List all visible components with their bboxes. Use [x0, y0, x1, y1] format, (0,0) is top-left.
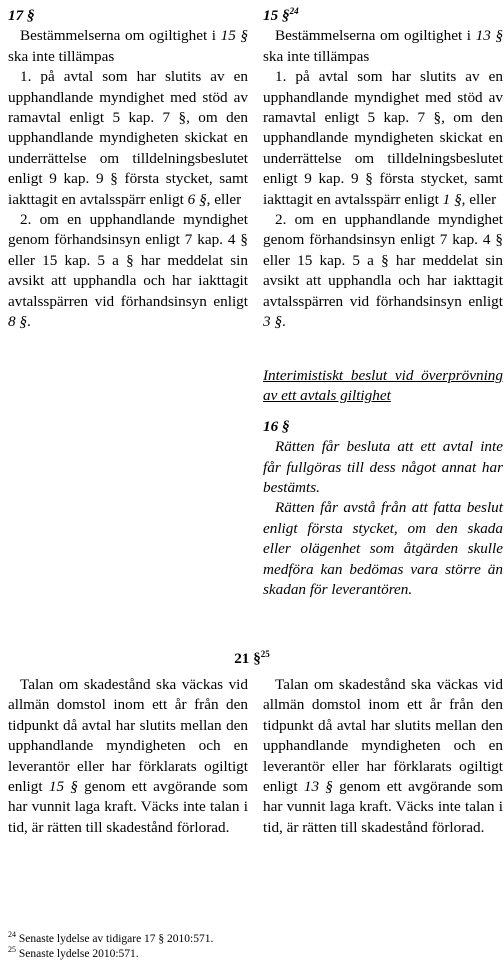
section-heading: 15 §$^{24}$: [263, 5, 299, 24]
paragraph: Talan om skadestånd ska väckas vid allmän domstol inom ett år från den tidpunkt då avtal har slutits mellan den upphandlande myndigheten och en leverantör eller har förklarats ogiltigt enligt 13 § genom ett avgörande som har vunnit laga kraft. Väcks inte talan i tid, är rätten till skadestånd förlorad.: [263, 676, 503, 836]
right-column-section-15: [263, 6, 503, 333]
left-column-section-21: [8, 675, 248, 838]
paragraph: Bestämmelserna om ogiltighet i 15 § ska inte tillämpas: [8, 27, 249, 65]
paragraph: Rätten får avstå från att fatta beslut enligt första stycket, om den skada eller olägenhet som åtgärden skulle medföra kan bedömas vara större än skadan för leverantören.: [263, 499, 503, 599]
left-column-section-17: [8, 6, 248, 333]
section-heading: 16 §: [263, 417, 290, 435]
footnote-ref: 25: [260, 648, 270, 659]
interim-heading: Interimistiskt beslut vid överprövning av ett avtals giltighet: [263, 367, 503, 405]
paragraph: Talan om skadestånd ska väckas vid allmän domstol inom ett år från den tidpunkt då avtal har slutits mellan den upphandlande myndigheten och en leverantör eller har förklarats ogiltigt enligt 15 § genom ett avgörande som har vunnit laga kraft. Väcks inte talan i tid, är rätten till skadestånd förlorad.: [8, 676, 248, 836]
list-item-2: 2. om en upphandlande myndighet genom förhandsinsyn enligt 7 kap. 4 § eller 15 kap. 5 a § har meddelat sin avsikt att upphandla och har iakttagit avtalsspärren vid förhandsinsyn enligt 3 §.: [263, 211, 503, 331]
paragraph: Bestämmelserna om ogiltighet i 13 § ska inte tillämpas: [263, 27, 504, 65]
list-item-2: 2. om en upphandlande myndighet genom förhandsinsyn enligt 7 kap. 4 § eller 15 kap. 5 a § har meddelat sin avsikt att upphandla och har iakttagit avtalsspärren vid förhandsinsyn enligt 8 §.: [8, 211, 248, 331]
section-21-heading: 21 §$^{25}$: [234, 648, 270, 667]
list-item-1: 1. på avtal som har slutits av en upphandlande myndighet med stöd av ramavtal enligt 5 kap. 7 §, om den upphandlande myndigheten skickat en underrättelse om tilldelningsbeslutet enligt 9 kap. 9 § första stycket, samt iakttagit en avtalsspärr enligt 1 §, eller: [263, 68, 503, 208]
right-column-section-21: [263, 675, 503, 838]
paragraph: Rätten får besluta att ett avtal inte får fullgöras till dess något annat har bestämts.: [263, 438, 503, 497]
footnote-ref: 24: [289, 5, 299, 16]
footnote: $^{24}$ Senaste lydelse av tidigare 17 § 2010:571.: [8, 930, 214, 945]
footnote: $^{25}$ Senaste lydelse 2010:571.: [8, 945, 139, 960]
list-item-1: 1. på avtal som har slutits av en upphandlande myndighet med stöd av ramavtal enligt 5 kap. 7 §, om den upphandlande myndigheten skickat en underrättelse om tilldelningsbeslutet enligt 9 kap. 9 § första stycket, samt iakttagit en avtalsspärr enligt 6 §, eller: [8, 68, 248, 208]
right-column-section-16: [263, 366, 503, 600]
section-heading: 17 §: [8, 7, 35, 24]
